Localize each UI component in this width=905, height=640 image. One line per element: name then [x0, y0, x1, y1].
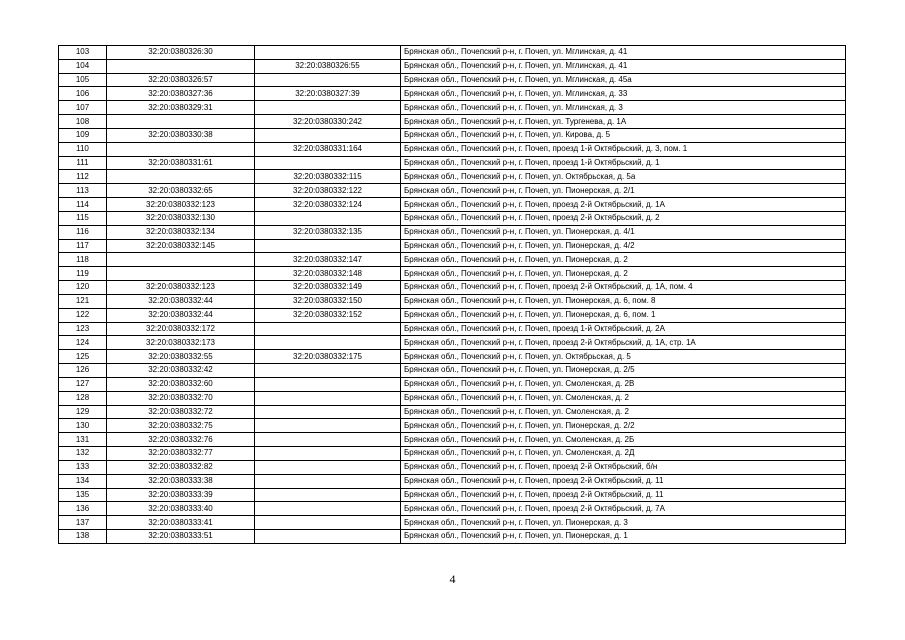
address-cell: Брянская обл., Почепский р-н, г. Почеп, ул. Мглинская, д. 41 [401, 59, 846, 73]
table-row [59, 391, 846, 405]
cadastral-number-cell: 32:20:0380332:123 [107, 198, 255, 212]
table-row [59, 87, 846, 101]
cadastral-number-cell: 32:20:0380332:173 [107, 336, 255, 350]
table-row [59, 308, 846, 322]
cadastral-number-cell [107, 59, 255, 73]
table-row [59, 73, 846, 87]
address-cell: Брянская обл., Почепский р-н, г. Почеп, ул. Смоленская, д. 2Д [401, 447, 846, 461]
cadastral-number-cell: 32:20:0380332:72 [107, 405, 255, 419]
address-cell: Брянская обл., Почепский р-н, г. Почеп, ул. Кирова, д. 5 [401, 128, 846, 142]
row-number-cell: 106 [59, 87, 107, 101]
address-cell: Брянская обл., Почепский р-н, г. Почеп, ул. Смоленская, д. 2В [401, 377, 846, 391]
row-number-cell: 126 [59, 364, 107, 378]
table-row [59, 198, 846, 212]
table-row [59, 239, 846, 253]
row-number-cell: 111 [59, 156, 107, 170]
cadastral-number-cell [107, 253, 255, 267]
cadastral-number-cell: 32:20:0380332:82 [107, 460, 255, 474]
row-number-cell: 131 [59, 433, 107, 447]
address-cell: Брянская обл., Почепский р-н, г. Почеп, ул. Мглинская, д. 3 [401, 101, 846, 115]
address-cell: Брянская обл., Почепский р-н, г. Почеп, ул. Мглинская, д. 33 [401, 87, 846, 101]
document-page [58, 45, 846, 544]
related-cadastral-number-cell [255, 364, 401, 378]
related-cadastral-number-cell: 32:20:0380330:242 [255, 115, 401, 129]
table-row [59, 350, 846, 364]
address-cell: Брянская обл., Почепский р-н, г. Почеп, проезд 2-й Октябрьский, д. 11 [401, 488, 846, 502]
related-cadastral-number-cell [255, 322, 401, 336]
related-cadastral-number-cell [255, 516, 401, 530]
related-cadastral-number-cell [255, 529, 401, 543]
cadastral-number-cell [107, 142, 255, 156]
address-cell: Брянская обл., Почепский р-н, г. Почеп, ул. Мглинская, д. 41 [401, 46, 846, 60]
address-cell: Брянская обл., Почепский р-н, г. Почеп, ул. Пионерская, д. 2/5 [401, 364, 846, 378]
address-cell: Брянская обл., Почепский р-н, г. Почеп, ул. Пионерская, д. 2/1 [401, 184, 846, 198]
related-cadastral-number-cell: 32:20:0380332:175 [255, 350, 401, 364]
related-cadastral-number-cell: 32:20:0380332:135 [255, 225, 401, 239]
row-number-cell: 110 [59, 142, 107, 156]
table-row [59, 211, 846, 225]
cadastral-number-cell [107, 115, 255, 129]
table-body [59, 46, 846, 544]
cadastral-number-cell: 32:20:0380332:172 [107, 322, 255, 336]
table-row [59, 488, 846, 502]
row-number-cell: 108 [59, 115, 107, 129]
row-number-cell: 127 [59, 377, 107, 391]
table-row [59, 101, 846, 115]
cadastral-number-cell: 32:20:0380330:38 [107, 128, 255, 142]
table-row [59, 405, 846, 419]
cadastral-number-cell: 32:20:0380332:75 [107, 419, 255, 433]
related-cadastral-number-cell [255, 502, 401, 516]
row-number-cell: 104 [59, 59, 107, 73]
row-number-cell: 133 [59, 460, 107, 474]
row-number-cell: 105 [59, 73, 107, 87]
table-row [59, 128, 846, 142]
row-number-cell: 120 [59, 281, 107, 295]
row-number-cell: 112 [59, 170, 107, 184]
cadastral-number-cell: 32:20:0380332:145 [107, 239, 255, 253]
related-cadastral-number-cell: 32:20:0380326:55 [255, 59, 401, 73]
address-cell: Брянская обл., Почепский р-н, г. Почеп, ул. Тургенева, д. 1А [401, 115, 846, 129]
address-cell: Брянская обл., Почепский р-н, г. Почеп, ул. Смоленская, д. 2 [401, 391, 846, 405]
table-row [59, 364, 846, 378]
related-cadastral-number-cell [255, 101, 401, 115]
cadastral-number-cell: 32:20:0380331:61 [107, 156, 255, 170]
address-cell: Брянская обл., Почепский р-н, г. Почеп, проезд 2-й Октябрьский, д. 7А [401, 502, 846, 516]
table-row [59, 460, 846, 474]
cadastral-number-cell: 32:20:0380332:44 [107, 294, 255, 308]
address-cell: Брянская обл., Почепский р-н, г. Почеп, проезд 2-й Октябрьский, д. 1А, пом. 4 [401, 281, 846, 295]
cadastral-number-cell: 32:20:0380332:70 [107, 391, 255, 405]
related-cadastral-number-cell: 32:20:0380332:150 [255, 294, 401, 308]
cadastral-number-cell: 32:20:0380332:55 [107, 350, 255, 364]
address-cell: Брянская обл., Почепский р-н, г. Почеп, ул. Пионерская, д. 2/2 [401, 419, 846, 433]
table-row [59, 529, 846, 543]
row-number-cell: 136 [59, 502, 107, 516]
address-cell: Брянская обл., Почепский р-н, г. Почеп, проезд 2-й Октябрьский, б/н [401, 460, 846, 474]
related-cadastral-number-cell [255, 211, 401, 225]
related-cadastral-number-cell: 32:20:0380332:115 [255, 170, 401, 184]
table-row [59, 474, 846, 488]
page-number: 4 [449, 572, 456, 586]
related-cadastral-number-cell: 32:20:0380332:149 [255, 281, 401, 295]
table-row [59, 156, 846, 170]
cadastral-number-cell: 32:20:0380333:38 [107, 474, 255, 488]
row-number-cell: 115 [59, 211, 107, 225]
row-number-cell: 125 [59, 350, 107, 364]
address-cell: Брянская обл., Почепский р-н, г. Почеп, ул. Мглинская, д. 45а [401, 73, 846, 87]
row-number-cell: 137 [59, 516, 107, 530]
row-number-cell: 107 [59, 101, 107, 115]
table-row [59, 447, 846, 461]
table-row [59, 46, 846, 60]
cadastral-number-cell: 32:20:0380333:51 [107, 529, 255, 543]
cadastral-number-cell: 32:20:0380329:31 [107, 101, 255, 115]
cadastral-number-cell: 32:20:0380333:39 [107, 488, 255, 502]
address-cell: Брянская обл., Почепский р-н, г. Почеп, проезд 2-й Октябрьский, д. 1А, стр. 1А [401, 336, 846, 350]
table-row [59, 267, 846, 281]
related-cadastral-number-cell [255, 73, 401, 87]
table-row [59, 184, 846, 198]
cadastral-number-cell: 32:20:0380332:44 [107, 308, 255, 322]
table-row [59, 516, 846, 530]
address-cell: Брянская обл., Почепский р-н, г. Почеп, ул. Октябрьская, д. 5а [401, 170, 846, 184]
related-cadastral-number-cell: 32:20:0380332:124 [255, 198, 401, 212]
table-row [59, 225, 846, 239]
row-number-cell: 121 [59, 294, 107, 308]
row-number-cell: 134 [59, 474, 107, 488]
related-cadastral-number-cell [255, 128, 401, 142]
row-number-cell: 122 [59, 308, 107, 322]
related-cadastral-number-cell: 32:20:0380332:122 [255, 184, 401, 198]
cadastral-number-cell: 32:20:0380332:134 [107, 225, 255, 239]
related-cadastral-number-cell: 32:20:0380327:39 [255, 87, 401, 101]
cadastral-table [58, 45, 846, 544]
cadastral-number-cell [107, 267, 255, 281]
table-row [59, 322, 846, 336]
address-cell: Брянская обл., Почепский р-н, г. Почеп, ул. Пионерская, д. 3 [401, 516, 846, 530]
row-number-cell: 113 [59, 184, 107, 198]
row-number-cell: 117 [59, 239, 107, 253]
table-row [59, 253, 846, 267]
related-cadastral-number-cell [255, 447, 401, 461]
cadastral-number-cell: 32:20:0380332:65 [107, 184, 255, 198]
cadastral-number-cell: 32:20:0380332:130 [107, 211, 255, 225]
cadastral-number-cell: 32:20:0380333:41 [107, 516, 255, 530]
address-cell: Брянская обл., Почепский р-н, г. Почеп, ул. Смоленская, д. 2Б [401, 433, 846, 447]
address-cell: Брянская обл., Почепский р-н, г. Почеп, проезд 1-й Октябрьский, д. 2А [401, 322, 846, 336]
row-number-cell: 124 [59, 336, 107, 350]
related-cadastral-number-cell: 32:20:0380331:164 [255, 142, 401, 156]
row-number-cell: 103 [59, 46, 107, 60]
row-number-cell: 130 [59, 419, 107, 433]
row-number-cell: 128 [59, 391, 107, 405]
related-cadastral-number-cell [255, 488, 401, 502]
address-cell: Брянская обл., Почепский р-н, г. Почеп, ул. Пионерская, д. 2 [401, 267, 846, 281]
address-cell: Брянская обл., Почепский р-н, г. Почеп, проезд 1-й Октябрьский, д. 3, пом. 1 [401, 142, 846, 156]
address-cell: Брянская обл., Почепский р-н, г. Почеп, ул. Пионерская, д. 2 [401, 253, 846, 267]
cadastral-number-cell: 32:20:0380326:57 [107, 73, 255, 87]
address-cell: Брянская обл., Почепский р-н, г. Почеп, проезд 2-й Октябрьский, д. 11 [401, 474, 846, 488]
table-row [59, 281, 846, 295]
related-cadastral-number-cell [255, 433, 401, 447]
address-cell: Брянская обл., Почепский р-н, г. Почеп, ул. Октябрьская, д. 5 [401, 350, 846, 364]
related-cadastral-number-cell [255, 46, 401, 60]
cadastral-number-cell [107, 170, 255, 184]
cadastral-number-cell: 32:20:0380326:30 [107, 46, 255, 60]
related-cadastral-number-cell: 32:20:0380332:147 [255, 253, 401, 267]
table-row [59, 59, 846, 73]
address-cell: Брянская обл., Почепский р-н, г. Почеп, ул. Пионерская, д. 6, пом. 1 [401, 308, 846, 322]
related-cadastral-number-cell [255, 460, 401, 474]
address-cell: Брянская обл., Почепский р-н, г. Почеп, проезд 1-й Октябрьский, д. 1 [401, 156, 846, 170]
address-cell: Брянская обл., Почепский р-н, г. Почеп, ул. Смоленская, д. 2 [401, 405, 846, 419]
row-number-cell: 129 [59, 405, 107, 419]
row-number-cell: 123 [59, 322, 107, 336]
table-row [59, 170, 846, 184]
row-number-cell: 116 [59, 225, 107, 239]
cadastral-number-cell: 32:20:0380332:76 [107, 433, 255, 447]
related-cadastral-number-cell [255, 474, 401, 488]
table-row [59, 336, 846, 350]
related-cadastral-number-cell [255, 377, 401, 391]
address-cell: Брянская обл., Почепский р-н, г. Почеп, ул. Пионерская, д. 6, пом. 8 [401, 294, 846, 308]
related-cadastral-number-cell [255, 391, 401, 405]
table-row [59, 433, 846, 447]
table-row [59, 419, 846, 433]
address-cell: Брянская обл., Почепский р-н, г. Почеп, проезд 2-й Октябрьский, д. 1А [401, 198, 846, 212]
related-cadastral-number-cell [255, 405, 401, 419]
related-cadastral-number-cell [255, 156, 401, 170]
row-number-cell: 118 [59, 253, 107, 267]
address-cell: Брянская обл., Почепский р-н, г. Почеп, ул. Пионерская, д. 4/2 [401, 239, 846, 253]
row-number-cell: 109 [59, 128, 107, 142]
row-number-cell: 135 [59, 488, 107, 502]
row-number-cell: 119 [59, 267, 107, 281]
address-cell: Брянская обл., Почепский р-н, г. Почеп, ул. Пионерская, д. 4/1 [401, 225, 846, 239]
cadastral-number-cell: 32:20:0380332:60 [107, 377, 255, 391]
row-number-cell: 114 [59, 198, 107, 212]
row-number-cell: 132 [59, 447, 107, 461]
related-cadastral-number-cell [255, 239, 401, 253]
cadastral-number-cell: 32:20:0380333:40 [107, 502, 255, 516]
row-number-cell: 138 [59, 529, 107, 543]
related-cadastral-number-cell: 32:20:0380332:152 [255, 308, 401, 322]
address-cell: Брянская обл., Почепский р-н, г. Почеп, ул. Пионерская, д. 1 [401, 529, 846, 543]
related-cadastral-number-cell [255, 419, 401, 433]
table-row [59, 377, 846, 391]
cadastral-number-cell: 32:20:0380332:42 [107, 364, 255, 378]
address-cell: Брянская обл., Почепский р-н, г. Почеп, проезд 2-й Октябрьский, д. 2 [401, 211, 846, 225]
cadastral-number-cell: 32:20:0380327:36 [107, 87, 255, 101]
related-cadastral-number-cell [255, 336, 401, 350]
table-row [59, 142, 846, 156]
related-cadastral-number-cell: 32:20:0380332:148 [255, 267, 401, 281]
table-row [59, 294, 846, 308]
cadastral-number-cell: 32:20:0380332:77 [107, 447, 255, 461]
table-row [59, 115, 846, 129]
table-row [59, 502, 846, 516]
cadastral-number-cell: 32:20:0380332:123 [107, 281, 255, 295]
